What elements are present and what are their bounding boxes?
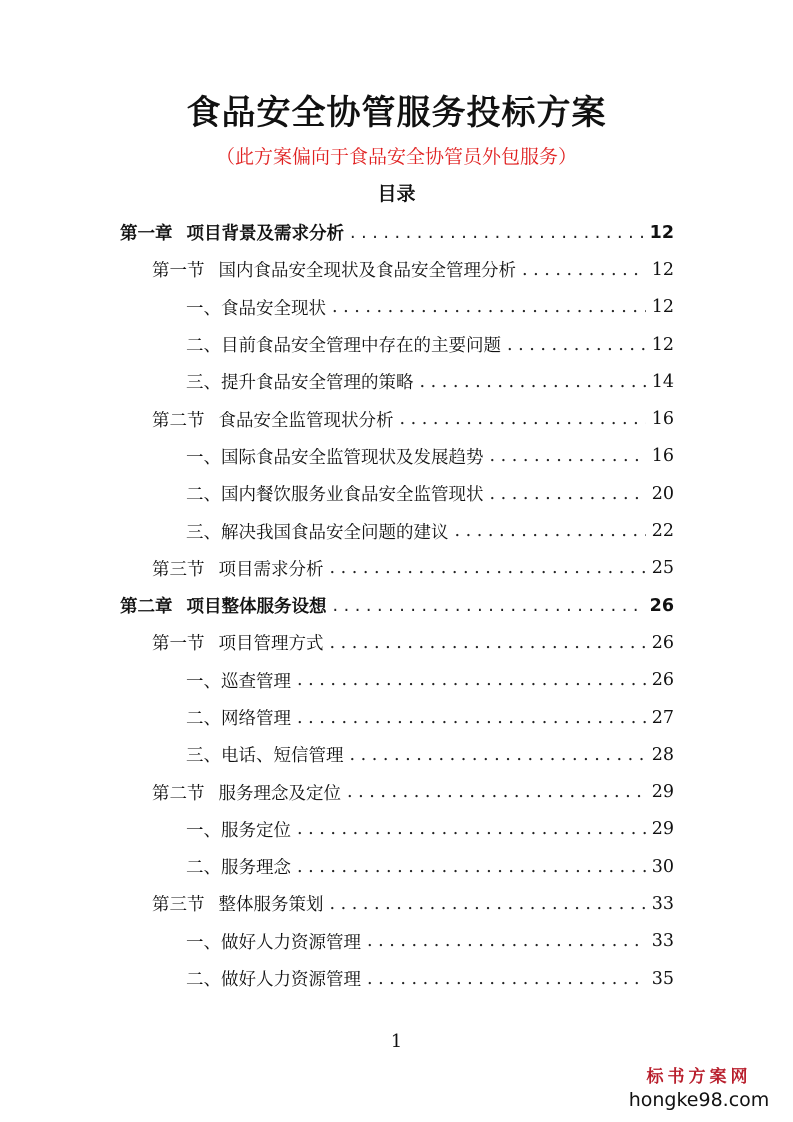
toc-entry-title: 三、解决我国食品安全问题的建议 — [186, 522, 449, 543]
toc-entry-title: 二、目前食品安全管理中存在的主要问题 — [186, 336, 501, 357]
toc-entry-page: 35 — [651, 968, 674, 989]
toc-dot-leader — [350, 745, 646, 765]
toc-entry[interactable] — [120, 438, 674, 475]
toc-entry-title: 三、提升食品安全管理的策略 — [186, 373, 414, 394]
toc-entry-title: 二、服务理念 — [186, 858, 291, 879]
toc-dot-leader — [420, 372, 646, 392]
toc-entry-title: 一、巡查管理 — [186, 671, 291, 692]
toc-entry[interactable] — [120, 512, 674, 549]
toc-entry[interactable] — [120, 662, 674, 699]
toc-entry[interactable] — [120, 400, 674, 437]
toc-entry-page: 16 — [651, 409, 674, 430]
toc-entry-page: 20 — [651, 483, 674, 504]
toc-entry-title: 项目背景及需求分析 — [186, 224, 344, 245]
toc-dot-leader — [330, 894, 646, 914]
toc-dot-leader — [367, 931, 646, 951]
watermark-url: hongke98.com — [628, 1089, 770, 1111]
toc-entry-number: 第一节 — [152, 261, 205, 282]
toc-entry[interactable] — [120, 624, 674, 661]
watermark-logo-text: 标书方案网 — [646, 1067, 752, 1087]
toc-entry-page: 22 — [651, 521, 674, 542]
table-of-contents — [120, 214, 674, 997]
toc-entry-title: 三、电话、短信管理 — [186, 746, 344, 767]
toc-dot-leader — [297, 819, 646, 839]
toc-entry-number: 第二章 — [120, 597, 173, 618]
toc-entry-number: 第三节 — [152, 895, 205, 916]
toc-dot-leader — [507, 335, 646, 355]
toc-entry[interactable] — [120, 550, 674, 587]
toc-dot-leader — [490, 484, 646, 504]
toc-entry-title: 服务理念及定位 — [218, 783, 341, 804]
toc-entry[interactable] — [120, 736, 674, 773]
toc-dot-leader — [350, 223, 644, 243]
toc-entry-page: 26 — [651, 632, 674, 653]
toc-entry-number: 第一节 — [152, 634, 205, 655]
toc-entry-title: 项目需求分析 — [218, 559, 324, 580]
toc-entry-number: 第一章 — [120, 224, 173, 245]
toc-entry-page: 27 — [651, 707, 674, 728]
toc-entry-title: 二、做好人力资源管理 — [186, 970, 361, 991]
toc-entry-title: 一、做好人力资源管理 — [186, 932, 361, 953]
toc-entry-title: 食品安全监管现状分析 — [218, 410, 394, 431]
toc-entry[interactable] — [120, 363, 674, 400]
toc-entry-page: 29 — [651, 819, 674, 840]
toc-entry-page: 29 — [651, 782, 674, 803]
toc-dot-leader — [297, 857, 646, 877]
toc-entry-title: 一、食品安全现状 — [186, 298, 326, 319]
toc-entry-title: 二、网络管理 — [186, 709, 291, 729]
toc-dot-leader — [333, 596, 644, 616]
toc-dot-leader — [330, 558, 646, 578]
toc-entry[interactable] — [120, 475, 674, 512]
toc-entry-page: 33 — [651, 893, 674, 914]
toc-entry[interactable] — [120, 289, 674, 326]
toc-entry-title: 项目管理方式 — [218, 634, 324, 655]
toc-entry-title: 二、国内餐饮服务业食品安全监管现状 — [186, 485, 484, 506]
toc-dot-leader — [330, 633, 646, 653]
toc-dot-leader — [522, 260, 646, 280]
toc-entry[interactable] — [120, 214, 674, 251]
toc-entry[interactable] — [120, 326, 674, 363]
toc-dot-leader — [297, 670, 646, 690]
toc-entry-title: 国内食品安全现状及食品安全管理分析 — [218, 261, 516, 282]
toc-entry[interactable] — [120, 811, 674, 848]
toc-entry-page: 26 — [649, 595, 674, 616]
toc-entry[interactable] — [120, 960, 674, 997]
toc-entry[interactable] — [120, 699, 674, 736]
toc-dot-leader — [332, 297, 646, 317]
toc-entry[interactable] — [120, 923, 674, 960]
toc-entry[interactable] — [120, 848, 674, 885]
page-number: 1 — [390, 1031, 403, 1052]
toc-entry-page: 12 — [651, 334, 674, 355]
toc-dot-leader — [455, 521, 646, 541]
toc-entry-number: 第三节 — [152, 559, 205, 580]
toc-entry-number: 第二节 — [152, 783, 205, 804]
toc-entry-page: 16 — [651, 446, 674, 467]
toc-entry-page: 14 — [651, 371, 674, 392]
document-title: 食品安全协管服务投标方案 — [186, 93, 607, 133]
toc-entry-page: 25 — [651, 558, 674, 579]
toc-entry-title: 项目整体服务设想 — [186, 597, 327, 618]
toc-entry-title: 一、国际食品安全监管现状及发展趋势 — [186, 447, 484, 468]
toc-entry-page: 12 — [649, 222, 674, 243]
document-subtitle: （此方案偏向于食品安全协管员外包服务） — [215, 146, 577, 168]
toc-dot-leader — [297, 708, 646, 728]
toc-entry[interactable] — [120, 251, 674, 288]
toc-entry[interactable] — [120, 587, 674, 624]
toc-dot-leader — [400, 409, 646, 429]
toc-entry-page: 28 — [651, 744, 674, 765]
toc-dot-leader — [490, 446, 646, 466]
toc-heading: 目录 — [377, 183, 416, 205]
toc-entry-page: 33 — [651, 931, 674, 952]
toc-entry-title: 整体服务策划 — [218, 895, 324, 916]
toc-entry-page: 12 — [651, 259, 674, 280]
toc-entry-page: 12 — [651, 297, 674, 318]
toc-entry[interactable] — [120, 885, 674, 922]
toc-dot-leader — [367, 969, 646, 989]
toc-entry-title: 一、服务定位 — [186, 820, 291, 841]
toc-dot-leader — [347, 782, 646, 802]
site-watermark — [619, 1066, 779, 1112]
toc-entry-number: 第二节 — [152, 410, 205, 431]
toc-entry-page: 26 — [651, 670, 674, 691]
toc-entry[interactable] — [120, 773, 674, 810]
toc-entry-page: 30 — [651, 856, 674, 877]
